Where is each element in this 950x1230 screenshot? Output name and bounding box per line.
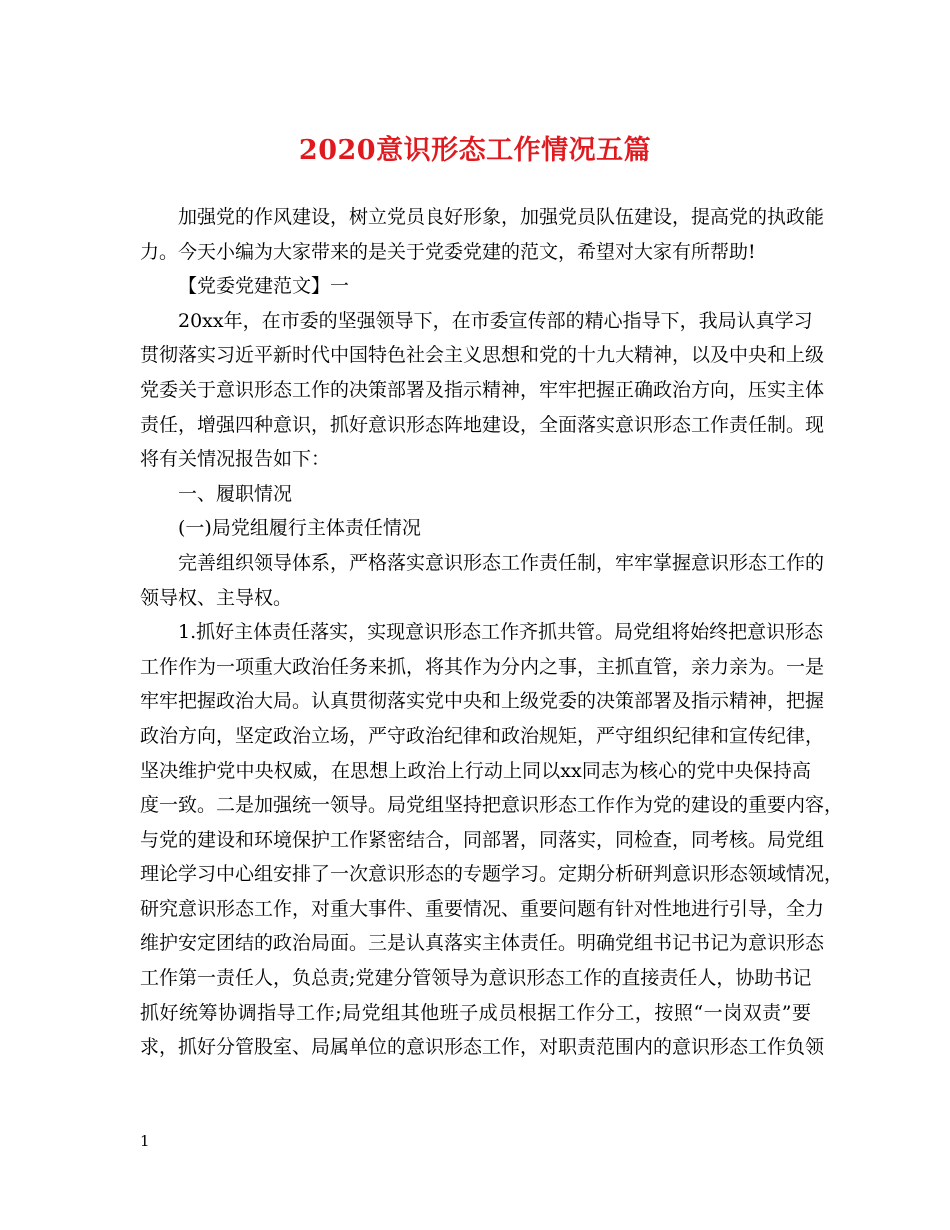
text-line: 坚决维护党中央权威，在思想上政治上行动上同以xx同志为核心的党中央保持高 <box>140 759 811 782</box>
text-line: 1.抓好主体责任落实，实现意识形态工作齐抓共管。局党组将始终把意识形态 <box>178 621 824 644</box>
text-line: 20xx年，在市委的坚强领导下，在市委宣传部的精心指导下，我局认真学习 <box>178 309 813 332</box>
text-line: 加强党的作风建设，树立党员良好形象，加强党员队伍建设，提高党的执政能 <box>178 206 825 228</box>
page-number: 1 <box>140 1132 150 1150</box>
text-line: 将有关情况报告如下： <box>140 448 331 471</box>
text-line: (一)局党组履行主体责任情况 <box>178 517 421 540</box>
text-line: 与党的建设和环境保护工作紧密结合，同部署，同落实，同检查，同考核。局党组 <box>140 828 825 851</box>
text-line: 求，抓好分管股室、局属单位的意识形态工作，对职责范围内的意识形态工作负领 <box>140 1036 825 1059</box>
text-line: 度一致。二是加强统一领导。局党组坚持把意识形态工作作为党的建设的重要内容， <box>140 794 844 817</box>
text-line: 【党委党建范文】一 <box>178 275 350 298</box>
text-line: 一、履职情况 <box>178 482 293 505</box>
text-line: 工作第一责任人，负总责;党建分管领导为意识形态工作的直接责任人，协助书记 <box>140 967 812 990</box>
text-line: 政治方向，坚定政治立场，严守政治纪律和政治规矩，严守组织纪律和宣传纪律， <box>140 724 825 747</box>
text-line: 工作作为一项重大政治任务来抓，将其作为分内之事，主抓直管，亲力亲为。一是 <box>140 655 825 678</box>
document-body <box>140 200 844 1065</box>
text-line: 领导权、主导权。 <box>140 586 293 609</box>
document-title: 2020意识形态工作情况五篇 <box>298 135 652 166</box>
text-line: 研究意识形态工作，对重大事件、重要情况、重要问题有针对性地进行引导，全力 <box>140 897 825 920</box>
text-line: 完善组织领导体系，严格落实意识形态工作责任制，牢牢掌握意识形态工作的 <box>178 551 825 574</box>
text-line: 责任，增强四种意识，抓好意识形态阵地建设，全面落实意识形态工作责任制。现 <box>140 413 825 436</box>
text-line: 党委关于意识形态工作的决策部署及指示精神，牢牢把握正确政治方向，压实主体 <box>140 378 825 401</box>
text-line: 理论学习中心组安排了一次意识形态的专题学习。定期分析研判意识形态领域情况， <box>140 863 844 886</box>
text-line: 维护安定团结的政治局面。三是认真落实主体责任。明确党组书记书记为意识形态 <box>140 932 825 955</box>
text-line: 牢牢把握政治大局。认真贯彻落实党中央和上级党委的决策部署及指示精神，把握 <box>140 690 825 713</box>
text-line: 抓好统筹协调指导工作;局党组其他班子成员根据工作分工，按照“一岗双责”要 <box>140 1001 811 1024</box>
text-line: 力。今天小编为大家带来的是关于党委党建的范文，希望对大家有所帮助! <box>140 240 756 263</box>
text-line: 贯彻落实习近平新时代中国特色社会主义思想和党的十九大精神，以及中央和上级 <box>140 344 825 367</box>
